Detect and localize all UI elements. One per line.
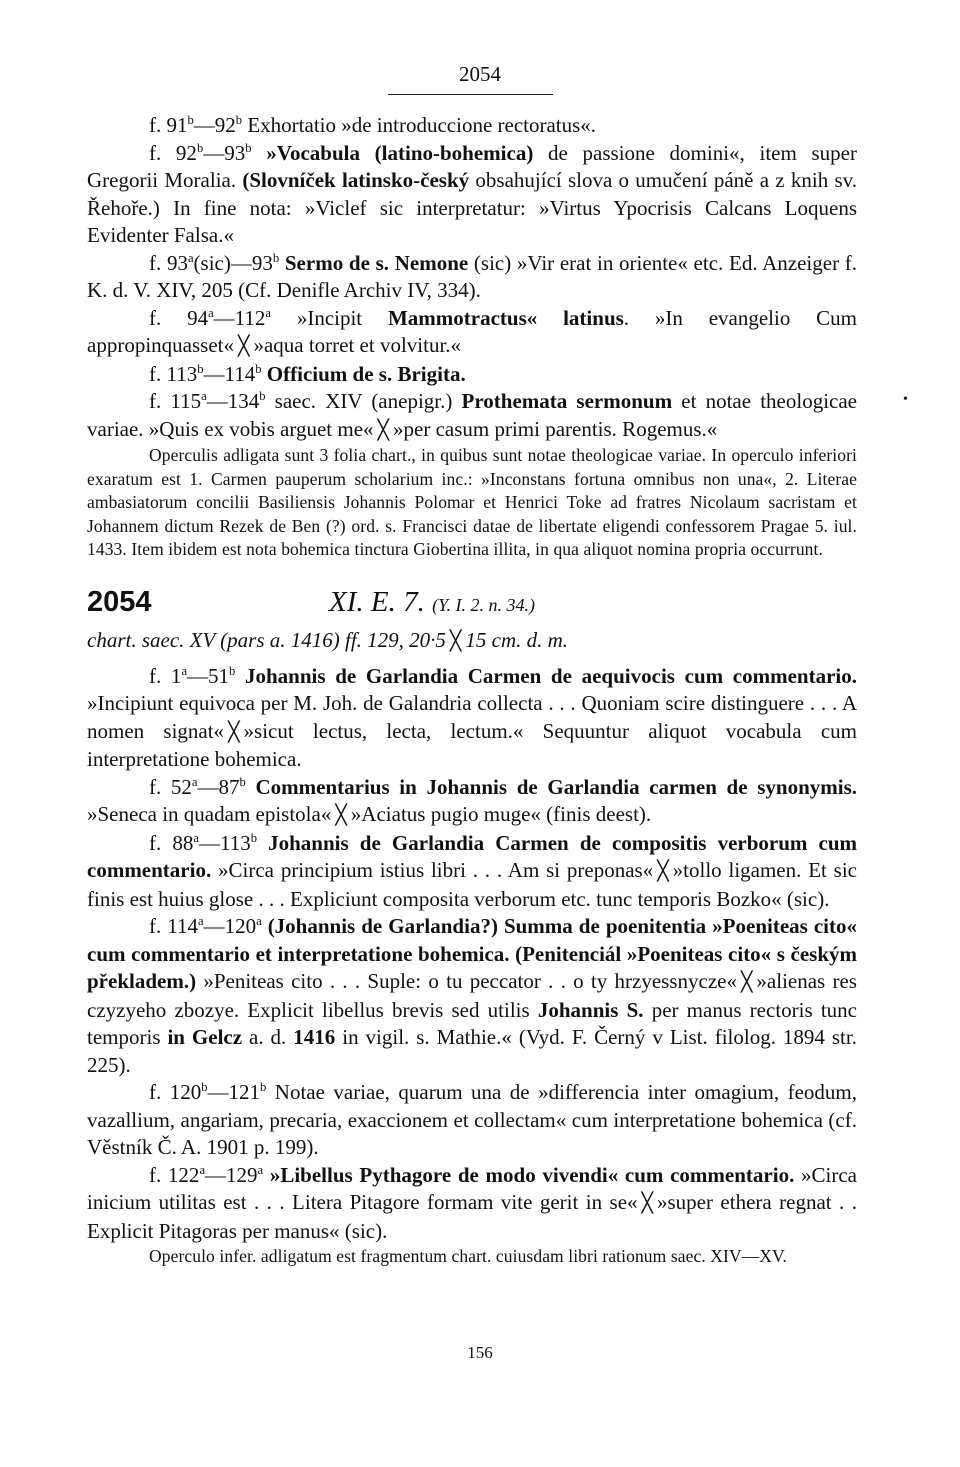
cross-mark: ╳ bbox=[740, 971, 753, 993]
folio-entry: f. 94$^a$—112$^a$ »Incipit Mammotractus« latinus. »In evangelio Cum appropinquasset« ╳ »aqua torret et volvitur.« bbox=[87, 305, 857, 357]
margin-mark: • bbox=[903, 392, 908, 407]
folio-entry: f. 115$^a$—134$^b$ saec. XIV (anepigr.) Prothemata sermonum et notae theologicae variae. »Quis ex vobis arguet me« ╳ »per casum primi parentis. Rogemus.« bbox=[87, 389, 857, 441]
folio-entry: f. 113$^b$—114$^b$ Officium de s. Brigita. bbox=[149, 361, 466, 386]
page-body bbox=[87, 112, 857, 1269]
folio-entry: f. 88$^a$—113$^b$ Johannis de Garlandia Carmen de compositis verborum cum commentario. »Circa principium istius libri . . . Am si preponas« ╳ »tollo ligamen. Et sic finis est huius glose . . . Expliciunt composita verborum etc. tunc temporis Bozko« (sic). bbox=[87, 830, 857, 911]
folio-entry: f. 92$^b$—93$^b$ »Vocabula (latino-bohemica) de passione domini«, item super Gregorii Moralia. (Slovníček latinsko-český obsahující slova o umučení páně a z knih sv. Řehoře.) In fine nota: »Viclef sic interpretatur: »Virtus Ypocrisis Calcans Loquens Evidenter Falsa.« bbox=[87, 140, 858, 247]
shelfmark: XI. E. 7. (Y. I. 2. n. 34.) bbox=[329, 585, 535, 618]
entry-heading bbox=[87, 586, 857, 626]
header-rule bbox=[388, 94, 553, 95]
binding-note: Operculo infer. adligatum est fragmentum chart. cuiusdam libri rationum saec. XIV—XV. bbox=[149, 1246, 788, 1266]
folio-entry: f. 93$^a$(sic)—93$^b$ Sermo de s. Nemone (sic) »Vir erat in oriente« etc. Ed. Anzeiger f. K. d. V. XIV, 205 (Cf. Denifle Archiv IV, 334). bbox=[87, 250, 858, 302]
entry-number: 2054 bbox=[87, 585, 152, 618]
binding-note: Operculis adligata sunt 3 folia chart., in quibus sunt notae theologicae variae. In operculo inferiori exaratum est 1. Carmen pauperum scholarium inc.: »Inconstans fortuna omnibus non una«, 2. Literae ambasiatorum concilii Basiliensis Johannis Polomar et Henrici Toke ad fratres Nicolaum sacristam et Johannem dictum Rezek de Ben (?) ord. s. Francisci datae de libertate eligendi confessorem Pragae 5. iul. 1433. Item ibidem est nota bohemica tinctura Giobertina illita, in qua aliquot nomina propria occurrunt. bbox=[87, 445, 857, 559]
folio-entry: f. 52$^a$—87$^b$ Commentarius in Johannis de Garlandia carmen de synonymis. »Seneca in quadam epistola« ╳ »Aciatus pugio muge« (finis deest). bbox=[87, 774, 857, 826]
folio-entry: f. 91$^b$—92$^b$ Exhortatio »de introduccione rectoratus«. bbox=[149, 113, 597, 137]
cross-mark: ╳ bbox=[657, 860, 669, 882]
old-shelfmark: (Y. I. 2. n. 34.) bbox=[432, 594, 535, 615]
folio-entry: f. 1$^a$—51$^b$ Johannis de Garlandia Carmen de aequivocis cum commentario. »Incipiunt equivoca per M. Joh. de Galandria collecta . . . Quoniam scire distinguere . . . A nomen signat« ╳ »sicut lectus, lecta, lectum.« Sequuntur aliquot vocabula cum interpretatione bohemica. bbox=[87, 663, 858, 771]
cross-mark: ╳ bbox=[449, 629, 462, 652]
manuscript-description: chart. saec. XV (pars a. 1416) ff. 129, 20·5 ╳ 15 cm. d. m. bbox=[87, 627, 569, 652]
folio-page-number: 156 bbox=[467, 1343, 493, 1362]
cross-mark: ╳ bbox=[335, 804, 347, 826]
cross-mark: ╳ bbox=[377, 418, 389, 441]
folio-entry: f. 122$^a$—129$^a$ »Libellus Pythagore de modo vivendi« cum commentario. »Circa inicium utilitas est . . . Litera Pitagore formam vite gerit in se« ╳ »super ethera regnat . . Explicit Pitagoras per manus« (sic). bbox=[87, 1162, 857, 1243]
cross-mark: ╳ bbox=[237, 335, 250, 357]
cross-mark: ╳ bbox=[228, 720, 240, 743]
running-page-number: 2054 bbox=[459, 62, 501, 86]
folio-entry: f. 114$^a$—120$^a$ (Johannis de Garlandia?) Summa de poenitentia »Poeniteas cito« cum commentario et interpretatione bohemica. (Penitenciál »Poeniteas cito« s českým překladem.) »Peniteas cito . . . Suple: o tu peccator . . o ty hrzyessnycze« ╳ »alienas res czyzyeho zbozye. Explicit libellus brevis sed utilis Johannis S. per manus rectoris tunc temporis in Gelcz a. d. 1416 in vigil. s. Mathie.« (Vyd. F. Černý v List. filolog. 1894 str. 225). bbox=[87, 914, 857, 1077]
folio-entry: f. 120$^b$—121$^b$ Notae variae, quarum una de »differencia inter omagium, feodum, vazallium, angariam, precaria, exaccionem et collectam« cum interpretatione bohemica (cf. Věstník Č. A. 1901 p. 199). bbox=[87, 1080, 857, 1159]
cross-mark: ╳ bbox=[641, 1192, 653, 1214]
